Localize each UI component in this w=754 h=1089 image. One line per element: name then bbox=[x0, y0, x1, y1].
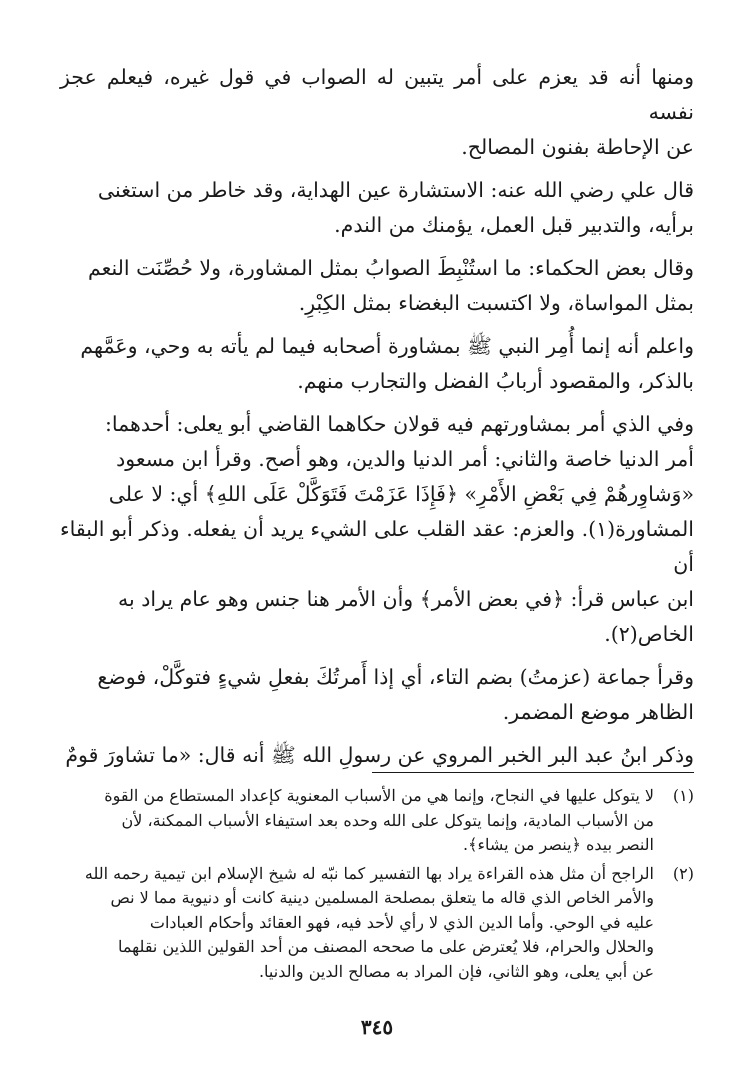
text-line: «وَشاوِرهُمْ فِي بَعْضِ الأَمْرِ» ﴿فَإِذَا عَزَمْتَ فَتَوَكَّلْ عَلَى اللهِ﴾ أي: لا على bbox=[108, 482, 694, 506]
text-line: وقرأ جماعة (عزمتُ) بضم التاء، أي إذا أَمرتُكَ بفعلِ شيءٍ فتوكَّلْ، فوضع bbox=[97, 665, 694, 689]
text-line: أمر الدنيا خاصة والثاني: أمر الدنيا والدين، وهو أصح. وقرأ ابن مسعود bbox=[116, 447, 694, 471]
paragraph bbox=[60, 407, 694, 652]
text-line: وقال بعض الحكماء: ما استُنْبِطَ الصوابُ بمثل المشاورة، ولا حُصِّنَت النعم bbox=[87, 256, 694, 280]
text-line: واعلم أنه إنما أُمِر النبي ﷺ بمشاورة أصحابه فيما لم يأته به وحي، وعَمَّهم bbox=[80, 334, 694, 358]
text-line: قال علي رضي الله عنه: الاستشارة عين الهداية، وقد خاطر من استغنى bbox=[97, 178, 694, 202]
paragraph bbox=[60, 251, 694, 321]
page-number: ٣٤٥ bbox=[360, 1015, 394, 1039]
footnote bbox=[60, 784, 694, 858]
text-line: وذكر ابنُ عبد البر الخبر المروي عن رسولِ الله ﷺ أنه قال: «ما تشاورَ قومٌ bbox=[65, 743, 694, 767]
footnote-line: عن أبي يعلى، وهو الثاني، فإن المراد به مصالح الدين والدنيا. bbox=[258, 961, 654, 981]
text-line: ابن عباس قرأ: ﴿في بعض الأمر﴾ وأن الأمر هنا جنس وهو عام يراد به bbox=[118, 587, 694, 611]
text-line: وفي الذي أمر بمشاورتهم فيه قولان حكاهما القاضي أبو يعلى: أحدهما: bbox=[105, 412, 694, 436]
footnote-text bbox=[60, 862, 654, 985]
paragraph bbox=[60, 60, 694, 165]
text-line: عن الإحاطة بفنون المصالح. bbox=[461, 135, 694, 159]
footnotes bbox=[60, 784, 694, 988]
footnote-line: عليه في الوحي. وأما الدين الذي لا رأي لأحد فيه، فهو العقائد وأحكام العبادات bbox=[149, 912, 654, 932]
footnote-separator bbox=[372, 772, 694, 773]
text-line: بمثل المواساة، ولا اكتسبت البغضاء بمثل الكِبْرِ. bbox=[298, 291, 694, 315]
paragraph bbox=[60, 660, 694, 730]
footnote-line: والأمر الخاص الذي قاله ما يتعلق بمصلحة المسلمين دينية كانت أو دنيوية مما لا نص bbox=[110, 888, 654, 907]
footnote-line: النصر بيده ﴿ينصر من يشاء﴾. bbox=[463, 835, 654, 854]
footnote bbox=[60, 862, 694, 985]
text-line: برأيه، والتدبير قبل العمل، يؤمنك من الندم. bbox=[334, 213, 694, 237]
main-text bbox=[60, 60, 694, 781]
footnote-number: (٢) bbox=[672, 863, 694, 883]
footnote-line: والحلال والحرام، فلا يُعترض على ما صححه المصنف من أحد القولين اللذين نقلهما bbox=[118, 937, 654, 956]
text-line: بالذكر، والمقصود أربابُ الفضل والتجارب منهم. bbox=[297, 369, 694, 393]
text-line: ومنها أنه قد يعزم على أمر يتبين له الصواب في قول غيره، فيعلم عجز نفسه bbox=[60, 65, 694, 124]
paragraph bbox=[60, 329, 694, 399]
paragraph bbox=[60, 173, 694, 243]
footnote-line: لا يتوكل عليها في النجاح، وإنما هي من الأسباب المعنوية كإعداد المستطاع من القوة bbox=[104, 786, 654, 805]
footnote-line: الراجح أن مثل هذه القراءة يراد بها التفسير كما نبّه له شيخ الإسلام ابن تيمية رحمه الله bbox=[84, 863, 654, 883]
footnote-line: من الأسباب المادية، وإنما يتوكل على الله وحده بعد استيفاء الأسباب الممكنة، لأن bbox=[121, 810, 654, 830]
text-line: المشاورة(١). والعزم: عقد القلب على الشيء يريد أن يفعله. وذكر أبو البقاء أن bbox=[60, 517, 694, 576]
paragraph bbox=[60, 738, 694, 773]
text-line: الخاص(٢). bbox=[604, 622, 694, 646]
footnote-number: (١) bbox=[672, 786, 694, 805]
text-line: الظاهر موضع المضمر. bbox=[502, 700, 694, 724]
footnote-text bbox=[60, 784, 654, 858]
